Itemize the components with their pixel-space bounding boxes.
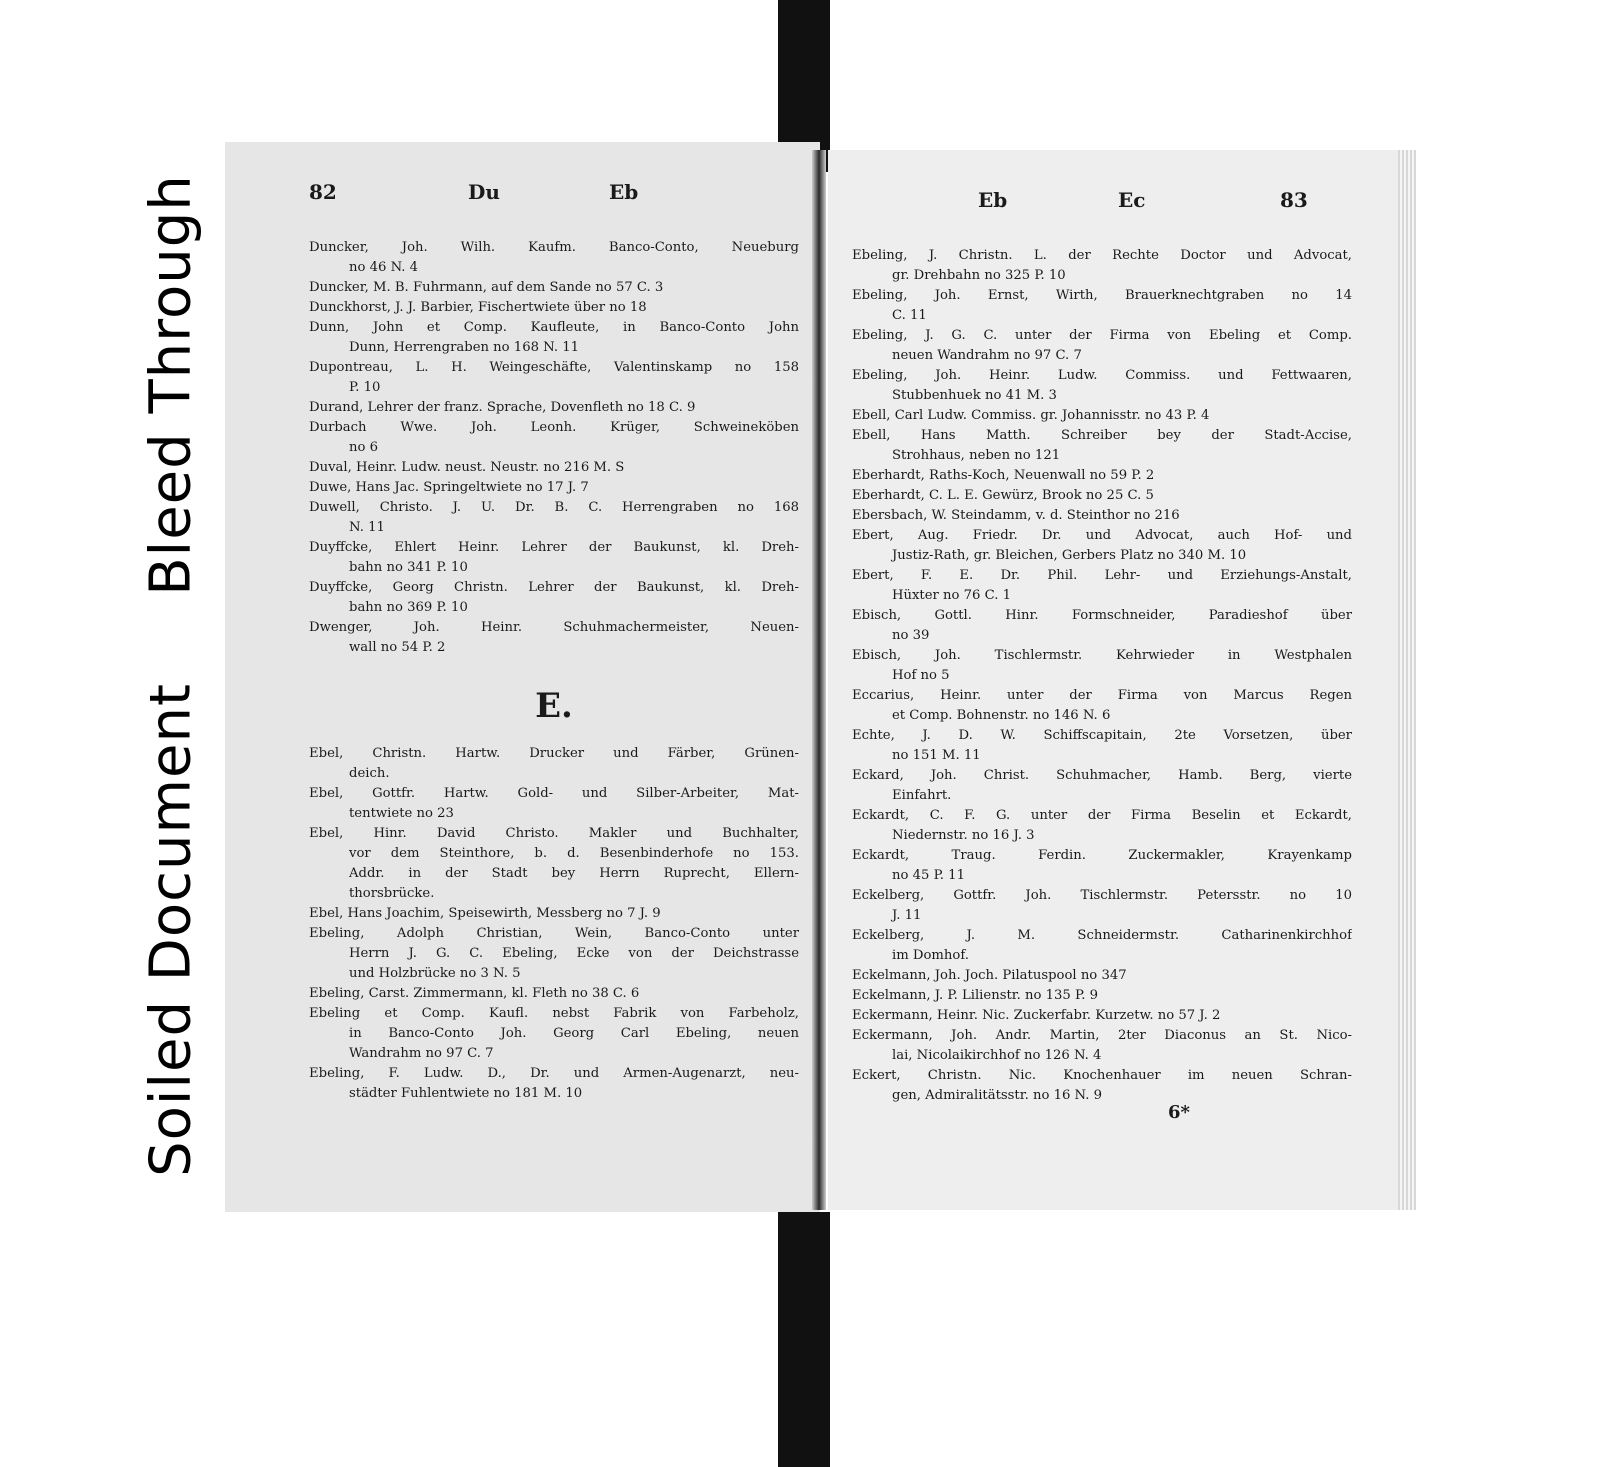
entry-continuation: C. 11: [892, 308, 927, 323]
entry-continuation: vor dem Steinthore, b. d. Besenbinderhofe no 153.: [349, 846, 799, 861]
left-page: [225, 142, 820, 1212]
entry-line: Eckelmann, J. P. Lilienstr. no 135 P. 9: [852, 988, 1098, 1003]
directory-entry: [852, 426, 1352, 466]
right-page-number: 83: [1280, 188, 1308, 212]
soiled-document-label: [118, 660, 223, 1200]
directory-entry: [309, 784, 799, 824]
entry-line: Dunckhorst, J. J. Barbier, Fischertwiete über no 18: [309, 300, 647, 315]
entry-continuation: thorsbrücke.: [349, 886, 435, 901]
directory-entry: [309, 904, 799, 924]
directory-entry: [309, 744, 799, 784]
entry-line: Duyffcke, Georg Christn. Lehrer der Baukunst, kl. Dreh-: [309, 580, 799, 595]
entry-line: Eckardt, C. F. G. unter der Firma Beselin et Eckardt,: [852, 808, 1352, 823]
entry-line: Ebel, Christn. Hartw. Drucker und Färber, Grünen-: [309, 746, 799, 761]
entry-line: Ebisch, Joh. Tischlermstr. Kehrwieder in Westphalen: [852, 648, 1352, 663]
directory-entry: [852, 966, 1352, 986]
entry-line: Durbach Wwe. Joh. Leonh. Krüger, Schweineköben: [309, 420, 799, 435]
entry-line: Duncker, Joh. Wilh. Kaufm. Banco-Conto, Neueburg: [309, 240, 799, 255]
entry-continuation: Addr. in der Stadt bey Herrn Ruprecht, Ellern-: [349, 866, 799, 881]
directory-entry: [852, 646, 1352, 686]
bleed-through-label: [118, 150, 223, 620]
directory-entry: [309, 498, 799, 538]
entry-continuation: Justiz-Rath, gr. Bleichen, Gerbers Platz no 340 M. 10: [892, 548, 1247, 563]
directory-entry: [309, 618, 799, 658]
entry-continuation: Stubbenhuek no 41 M. 3: [892, 388, 1057, 403]
directory-entry: [852, 926, 1352, 966]
entry-continuation: und Holzbrücke no 3 N. 5: [349, 966, 521, 981]
left-entries-after: [309, 744, 799, 1104]
entry-line: Ebel, Hans Joachim, Speisewirth, Messberg no 7 J. 9: [309, 906, 661, 921]
entry-continuation: bahn no 341 P. 10: [349, 560, 468, 575]
signature-mark: 6*: [1168, 1102, 1190, 1123]
entry-continuation: Herrn J. G. C. Ebeling, Ecke von der Deichstrasse: [349, 946, 799, 961]
entry-line: Eckard, Joh. Christ. Schuhmacher, Hamb. Berg, vierte: [852, 768, 1352, 783]
directory-entry: [309, 318, 799, 358]
right-running-head: [828, 188, 1416, 218]
entry-line: Ebisch, Gottl. Hinr. Formschneider, Paradieshof über: [852, 608, 1352, 623]
directory-entry: [852, 1006, 1352, 1026]
entry-continuation: Hüxter no 76 C. 1: [892, 588, 1012, 603]
right-head-left: Eb: [978, 188, 1008, 212]
entry-line: Ebeling, J. G. C. unter der Firma von Ebeling et Comp.: [852, 328, 1352, 343]
entry-line: Eckermann, Heinr. Nic. Zuckerfabr. Kurzetw. no 57 J. 2: [852, 1008, 1221, 1023]
entry-line: Eccarius, Heinr. unter der Firma von Marcus Regen: [852, 688, 1352, 703]
entry-line: Echte, J. D. W. Schiffscapitain, 2te Vorsetzen, über: [852, 728, 1352, 743]
entry-line: Eckelberg, Gottfr. Joh. Tischlermstr. Petersstr. no 10: [852, 888, 1352, 903]
directory-entry: [309, 238, 799, 278]
directory-entry: [309, 298, 799, 318]
entry-line: Duncker, M. B. Fuhrmann, auf dem Sande no 57 C. 3: [309, 280, 664, 295]
directory-entry: [852, 466, 1352, 486]
directory-entry: [852, 1026, 1352, 1066]
directory-entry: [309, 578, 799, 618]
entry-continuation: et Comp. Bohnenstr. no 146 N. 6: [892, 708, 1111, 723]
directory-entry: [852, 526, 1352, 566]
entry-continuation: no 6: [349, 440, 379, 455]
directory-entry: [852, 486, 1352, 506]
directory-entry: [852, 846, 1352, 886]
entry-line: Duwe, Hans Jac. Springeltwiete no 17 J. 7: [309, 480, 589, 495]
soiled-document-text: Soiled Document: [138, 683, 203, 1177]
entry-line: Eberhardt, Raths-Koch, Neuenwall no 59 P. 2: [852, 468, 1155, 483]
directory-entry: [852, 726, 1352, 766]
entry-continuation: in Banco-Conto Joh. Georg Carl Ebeling, neuen: [349, 1026, 799, 1041]
entry-line: Durand, Lehrer der franz. Sprache, Dovenfleth no 18 C. 9: [309, 400, 696, 415]
entry-line: Dupontreau, L. H. Weingeschäfte, Valentinskamp no 158: [309, 360, 799, 375]
entry-line: Ebeling, J. Christn. L. der Rechte Doctor und Advocat,: [852, 248, 1352, 263]
directory-entry: [852, 606, 1352, 646]
entry-line: Duval, Heinr. Ludw. neust. Neustr. no 216 M. S: [309, 460, 625, 475]
right-entries-list: [852, 246, 1352, 1106]
directory-entry: [309, 278, 799, 298]
right-head-right: Ec: [1118, 188, 1146, 212]
page-edge: [1398, 150, 1416, 1210]
entry-line: Ebeling et Comp. Kaufl. nebst Fabrik von Farbeholz,: [309, 1006, 799, 1021]
directory-entry: [852, 686, 1352, 726]
entry-line: Ebeling, Adolph Christian, Wein, Banco-Conto unter: [309, 926, 799, 941]
directory-entry: [852, 286, 1352, 326]
right-entries: [852, 246, 1352, 1106]
entry-continuation: neuen Wandrahm no 97 C. 7: [892, 348, 1082, 363]
directory-entry: [309, 458, 799, 478]
entry-continuation: Hof no 5: [892, 668, 950, 683]
directory-entry: [309, 1064, 799, 1104]
directory-entry: [852, 566, 1352, 606]
directory-entry: [852, 806, 1352, 846]
directory-entry: [852, 406, 1352, 426]
book-gutter: [812, 150, 826, 1210]
entry-line: Dwenger, Joh. Heinr. Schuhmachermeister, Neuen-: [309, 620, 799, 635]
left-page-number: 82: [309, 180, 337, 204]
entry-line: Duyffcke, Ehlert Heinr. Lehrer der Baukunst, kl. Dreh-: [309, 540, 799, 555]
entry-continuation: Einfahrt.: [892, 788, 952, 803]
left-head-left: Du: [468, 180, 500, 204]
entry-continuation: gr. Drehbahn no 325 P. 10: [892, 268, 1066, 283]
entry-continuation: Strohhaus, neben no 121: [892, 448, 1061, 463]
right-page: [828, 150, 1416, 1210]
entry-line: Eckelberg, J. M. Schneidermstr. Catharinenkirchhof: [852, 928, 1352, 943]
directory-entry: [309, 1004, 799, 1064]
entry-line: Ebert, F. E. Dr. Phil. Lehr- und Erziehungs-Anstalt,: [852, 568, 1352, 583]
entry-continuation: Dunn, Herrengraben no 168 N. 11: [349, 340, 580, 355]
left-entries-before: [309, 238, 799, 658]
entry-continuation: N. 11: [349, 520, 385, 535]
entry-line: Dunn, John et Comp. Kaufleute, in Banco-Conto John: [309, 320, 799, 335]
entry-continuation: städter Fuhlentwiete no 181 M. 10: [349, 1086, 583, 1101]
entry-line: Eberhardt, C. L. E. Gewürz, Brook no 25 C. 5: [852, 488, 1154, 503]
directory-entry: [309, 418, 799, 458]
directory-entry: [309, 538, 799, 578]
entry-continuation: bahn no 369 P. 10: [349, 600, 468, 615]
entry-line: Eckert, Christn. Nic. Knochenhauer im neuen Schran-: [852, 1068, 1352, 1083]
directory-entry: [309, 824, 799, 904]
left-running-head: [225, 180, 820, 210]
directory-entry: [309, 984, 799, 1004]
directory-entry: [852, 326, 1352, 366]
entry-continuation: gen, Admiralitätsstr. no 16 N. 9: [892, 1088, 1103, 1103]
entry-line: Ebert, Aug. Friedr. Dr. und Advocat, auch Hof- und: [852, 528, 1352, 543]
directory-entry: [852, 886, 1352, 926]
entry-line: Ebel, Gottfr. Hartw. Gold- und Silber-Arbeiter, Mat-: [309, 786, 799, 801]
entry-line: Eckermann, Joh. Andr. Martin, 2ter Diaconus an St. Nico-: [852, 1028, 1352, 1043]
entry-continuation: Wandrahm no 97 C. 7: [349, 1046, 494, 1061]
directory-entry: [309, 478, 799, 498]
entry-line: Ebel, Hinr. David Christo. Makler und Buchhalter,: [309, 826, 799, 841]
entry-continuation: no 45 P. 11: [892, 868, 965, 883]
section-letter: E.: [535, 686, 573, 726]
entry-line: Eckardt, Traug. Ferdin. Zuckermakler, Krayenkamp: [852, 848, 1352, 863]
directory-entry: [852, 986, 1352, 1006]
directory-entry: [852, 1066, 1352, 1106]
directory-entry: [852, 766, 1352, 806]
entry-line: Eckelmann, Joh. Joch. Pilatuspool no 347: [852, 968, 1127, 983]
entry-continuation: Niedernstr. no 16 J. 3: [892, 828, 1035, 843]
entry-continuation: no 151 M. 11: [892, 748, 981, 763]
entry-continuation: no 39: [892, 628, 930, 643]
film-strip-bottom: [778, 1212, 830, 1467]
entry-continuation: lai, Nicolaikirchhof no 126 N. 4: [892, 1048, 1102, 1063]
bleed-through-text: Bleed Through: [138, 174, 203, 596]
entry-line: Ebell, Hans Matth. Schreiber bey der Stadt-Accise,: [852, 428, 1352, 443]
entry-line: Ebersbach, W. Steindamm, v. d. Steinthor no 216: [852, 508, 1180, 523]
entry-line: Ebeling, Joh. Ernst, Wirth, Brauerknechtgraben no 14: [852, 288, 1352, 303]
entry-continuation: deich.: [349, 766, 390, 781]
directory-entry: [309, 924, 799, 984]
entry-continuation: no 46 N. 4: [349, 260, 419, 275]
entry-continuation: J. 11: [892, 908, 922, 923]
entry-line: Ebell, Carl Ludw. Commiss. gr. Johannisstr. no 43 P. 4: [852, 408, 1210, 423]
directory-entry: [852, 506, 1352, 526]
directory-entry: [309, 358, 799, 398]
entry-line: Ebeling, Joh. Heinr. Ludw. Commiss. und Fettwaaren,: [852, 368, 1352, 383]
left-entries: [309, 238, 799, 1104]
entry-continuation: P. 10: [349, 380, 381, 395]
entry-line: Duwell, Christo. J. U. Dr. B. C. Herrengraben no 168: [309, 500, 799, 515]
entry-continuation: im Domhof.: [892, 948, 969, 963]
entry-line: Ebeling, Carst. Zimmermann, kl. Fleth no 38 C. 6: [309, 986, 640, 1001]
entry-line: Ebeling, F. Ludw. D., Dr. und Armen-Augenarzt, neu-: [309, 1066, 799, 1081]
directory-entry: [852, 246, 1352, 286]
directory-entry: [852, 366, 1352, 406]
entry-continuation: wall no 54 P. 2: [349, 640, 446, 655]
entry-continuation: tentwiete no 23: [349, 806, 454, 821]
directory-entry: [309, 398, 799, 418]
left-head-right: Eb: [609, 180, 639, 204]
